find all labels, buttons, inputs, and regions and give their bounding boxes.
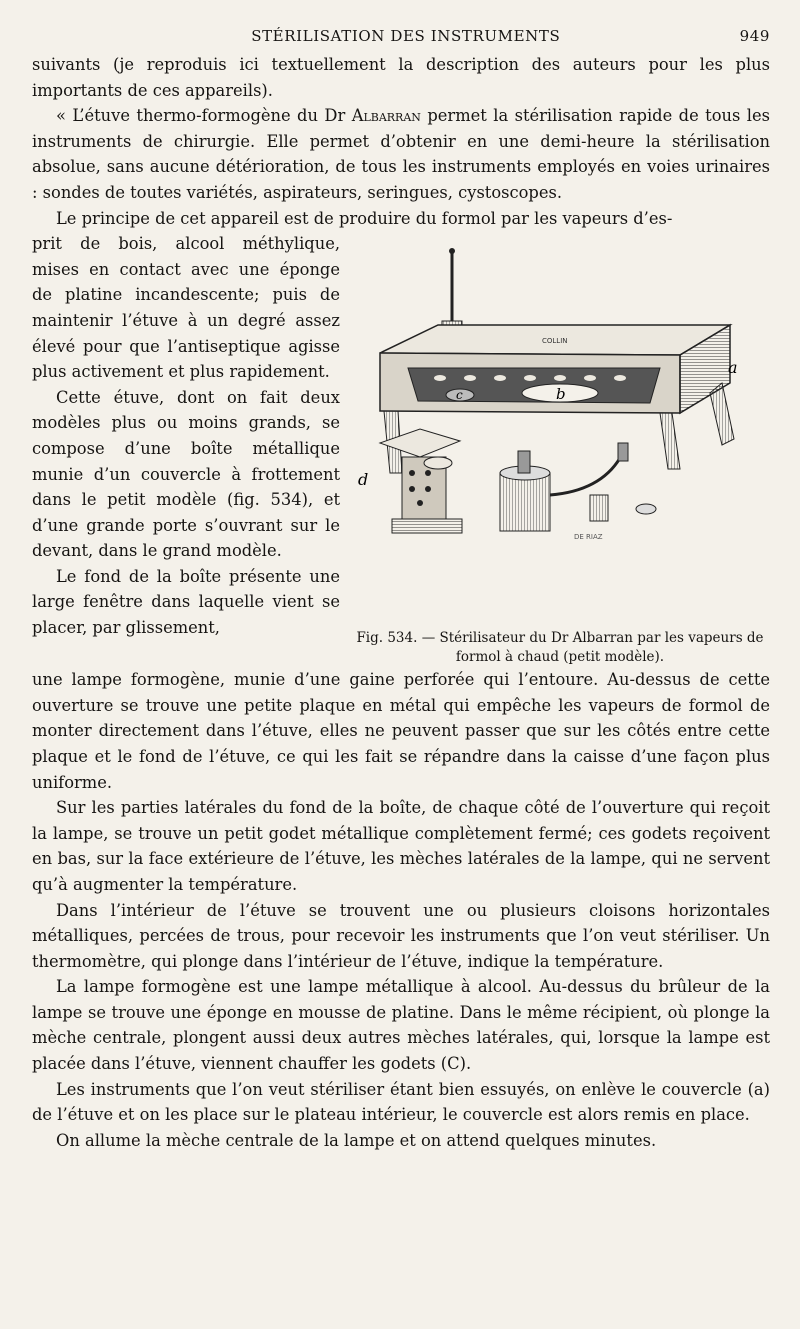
page [32,24,770,1314]
label-a: a [728,358,738,378]
paragraph-principe-cont: prit de bois, alcool méthylique, mises en contact avec une éponge de platine incandescente; puis de maintenir l’étuve à un degré assez élevé pour que l’antiseptique agisse plus activement et plus rapidement. [32,234,340,382]
engraving-label: COLLIN [542,337,568,346]
paragraph-godets: Sur les parties latérales du fond de la boîte, de chaque côté de l’ouverture qui reçoit la lampe, se trouve un petit godet métallique complètement fermé; ces godets reçoivent en bas, sur la face extérieure de l’étuve, les mèches latérales de la lampe, qui ne servent qu’à augmenter la température. [32,798,770,894]
paragraph-cloisons: Dans l’intérieur de l’étuve se trouvent une ou plusieurs cloisons horizontales métalliques, percées de trous, pour recevoir les instruments que l’on veut stériliser. Un thermomètre, qui plonge dans l’intérieur de l’étuve, indique la température. [32,900,770,971]
label-b: b [556,385,566,404]
author-name: Albarran [351,106,421,126]
running-title: STÉRILISATION DES INSTRUMENTS [251,27,561,45]
paragraph-allumage: On allume la mèche centrale de la lampe et on attend quelques minutes. [56,1130,657,1150]
paragraph-lampe-alcool: La lampe formogène est une lampe métallique à alcool. Au-dessus du brûleur de la lampe se trouve une éponge en mousse de platine. Dans le même récipient, où plonge la mèche centrale, plongent aussi deux autres mèches latérales, qui, lorsque la lampe est placée dans l’étuve, viennent chauffer les godets (C). [32,977,770,1074]
page-number: 949 [739,27,770,45]
label-c: c [456,388,463,403]
text-run: permet la stérilisation rapide de tous les instruments de chirurgie. Elle permet d’obtenir en une demi-heure la stérilisation absolue, sans aucune détérioration, de tous les instruments employés en voies urinaires : sondes de toutes variétés, aspirateurs, seringues, cystoscopes. [32,106,770,202]
figure-caption: Fig. 534. — Stérilisateur du Dr Albarran par les vapeurs de formol à chaud (petit modèle). [356,630,764,666]
paragraph-principe-start: Le principe de cet appareil est de produire du formol par les vapeurs d’es- [56,208,673,228]
running-header [32,24,770,52]
figure-block [32,231,770,667]
paragraph-fond: Le fond de la boîte présente une large fenêtre dans laquelle vient se placer, par glissement, [32,566,340,638]
text-run: « L’étuve thermo-formogène du Dr [56,106,352,126]
figure-534 [350,233,770,667]
paragraph-instruments: Les instruments que l’on veut stériliser étant bien essuyés, on enlève le couvercle (a) de l’étuve et on les place sur le plateau intérieur, le couvercle est alors remis en place. [32,1079,770,1125]
engraver-signature: DE RIAZ [574,533,603,542]
sterilizer-engraving [350,233,770,623]
thermometer [442,248,462,335]
paragraph-lampe-gaine: une lampe formogène, munie d’une gaine perforée qui l’entoure. Au-dessus de cette ouverture se trouve une petite plaque en métal qui empêche les vapeurs de formol de monter directement dans l’étuve, elles ne peuvent passer que sur les côtés entre cette plaque et le fond de l’étuve, ce qui les fait se répandre dans la caisse d’une façon plus uniforme. [32,670,770,792]
paragraph-modeles: Cette étuve, dont on fait deux modèles plus ou moins grands, se compose d’une boîte métallique munie d’un couvercle à frottement dans le petit modèle (fig. 534), et d’une grande porte s’ouvrant sur le devant, dans le grand modèle. [32,387,340,561]
label-d: d [358,470,369,490]
paragraph-intro: suivants (je reproduis ici textuellement la description des auteurs pour les plus importants de ces appareils). [32,55,770,100]
left-column [32,231,340,667]
formogene-lamp [380,429,656,533]
paragraph-etuve [32,103,770,205]
